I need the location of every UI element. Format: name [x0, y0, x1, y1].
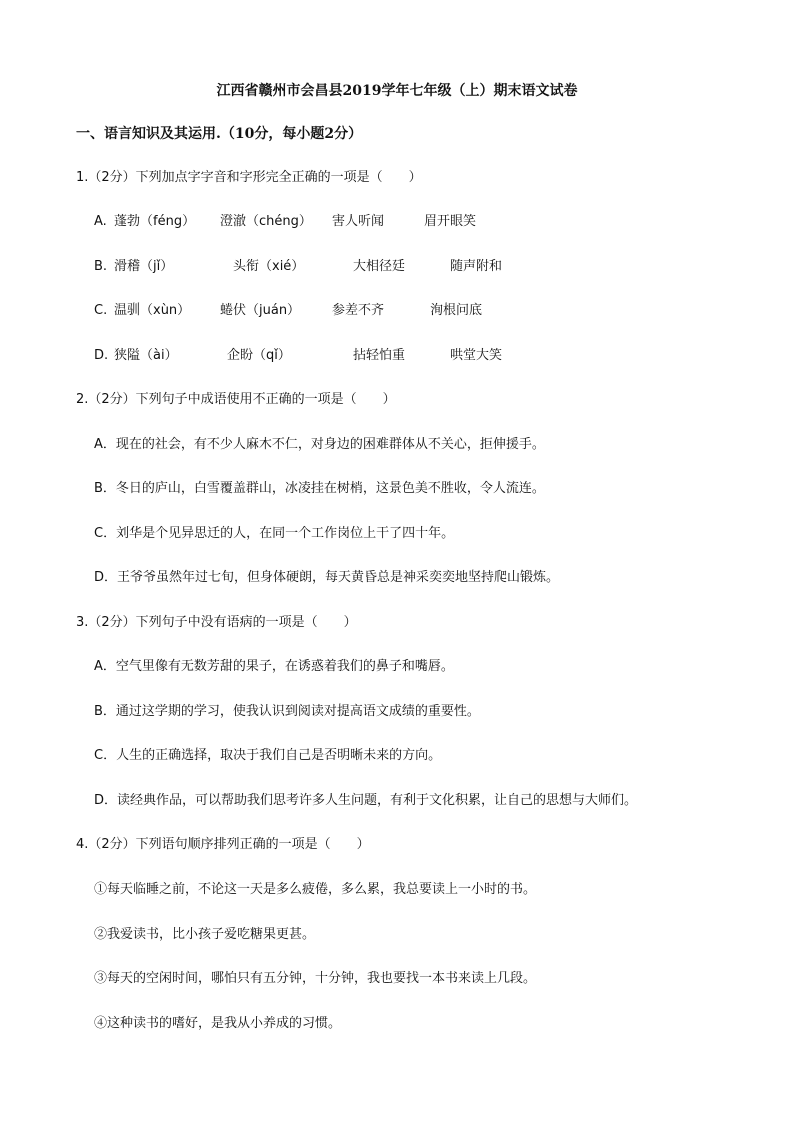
- question-4-sentence-2: ②我爱读书，比小孩子爱吃糖果更甚。: [94, 927, 316, 942]
- question-2-option-a: A．现在的社会，有不少人麻木不仁，对身边的困难群体从不关心，拒伸援手。: [94, 437, 545, 452]
- question-3-option-c: C．人生的正确选择，取决于我们自己是否明晰未来的方向。: [94, 748, 442, 763]
- option-word: 澄澈（chéng）: [220, 214, 312, 229]
- option-word: 随声附和: [450, 259, 503, 274]
- option-word: 参差不齐: [332, 303, 385, 318]
- option-label: A.: [94, 214, 107, 229]
- question-2-option-d: D．王爷爷虽然年过七旬，但身体硬朗，每天黄昏总是神采奕奕地坚持爬山锻炼。: [94, 570, 560, 585]
- question-4-sentence-1: ①每天临睡之前，不论这一天是多么疲倦，多么累，我总要读上一小时的书。: [94, 882, 537, 897]
- question-3-stem: 3.（2分）下列句子中没有语病的一项是（ ）: [76, 615, 357, 630]
- option-word: 哄堂大笑: [450, 348, 503, 363]
- option-word: 害人听闻: [332, 214, 385, 229]
- document-title: 江西省赣州市会昌县2019学年七年级（上）期末语文试卷: [216, 83, 578, 99]
- option-word: 狭隘（ài）: [114, 348, 178, 363]
- option-word: 拈轻怕重: [353, 348, 406, 363]
- question-3-option-d: D．读经典作品，可以帮助我们思考许多人生问题，有利于文化积累，让自己的思想与大师们。: [94, 793, 638, 808]
- question-2-option-b: B．冬日的庐山，白雪覆盖群山，冰凌挂在树梢，这景色美不胜收，令人流连。: [94, 481, 545, 496]
- question-3-option-b: B．通过这学期的学习，使我认识到阅读对提高语文成绩的重要性。: [94, 704, 480, 719]
- question-4-sentence-4: ④这种读书的嗜好，是我从小养成的习惯。: [94, 1016, 342, 1031]
- question-4-stem: 4.（2分）下列语句顺序排列正确的一项是（ ）: [76, 837, 370, 852]
- question-4-sentence-3: ③每天的空闲时间，哪怕只有五分钟，十分钟，我也要找一本书来读上几段。: [94, 971, 537, 986]
- question-3-option-a: A．空气里像有无数芳甜的果子，在诱惑着我们的鼻子和嘴唇。: [94, 659, 454, 674]
- option-label: B.: [94, 259, 108, 274]
- option-label: D.: [94, 348, 109, 363]
- option-word: 企盼（qǐ）: [227, 348, 291, 363]
- option-word: 蓬勃（féng）: [114, 214, 196, 229]
- question-1-stem: 1.（2分）下列加点字字音和字形完全正确的一项是（ ）: [76, 170, 422, 185]
- option-word: 眉开眼笑: [424, 214, 477, 229]
- option-label: C.: [94, 303, 108, 318]
- option-word: 大相径廷: [353, 259, 406, 274]
- section-heading: 一、语言知识及其运用.（10分，每小题2分）: [76, 126, 363, 142]
- option-word: 头衔（xié）: [233, 259, 305, 274]
- question-2-option-c: C．刘华是个见异思迁的人，在同一个工作岗位上干了四十年。: [94, 526, 455, 541]
- question-2-stem: 2.（2分）下列句子中成语使用不正确的一项是（ ）: [76, 392, 396, 407]
- option-word: 温驯（xùn）: [114, 303, 191, 318]
- option-word: 滑稽（jǐ）: [114, 259, 174, 274]
- option-word: 蜷伏（juán）: [220, 303, 301, 318]
- option-word: 洵根问底: [430, 303, 483, 318]
